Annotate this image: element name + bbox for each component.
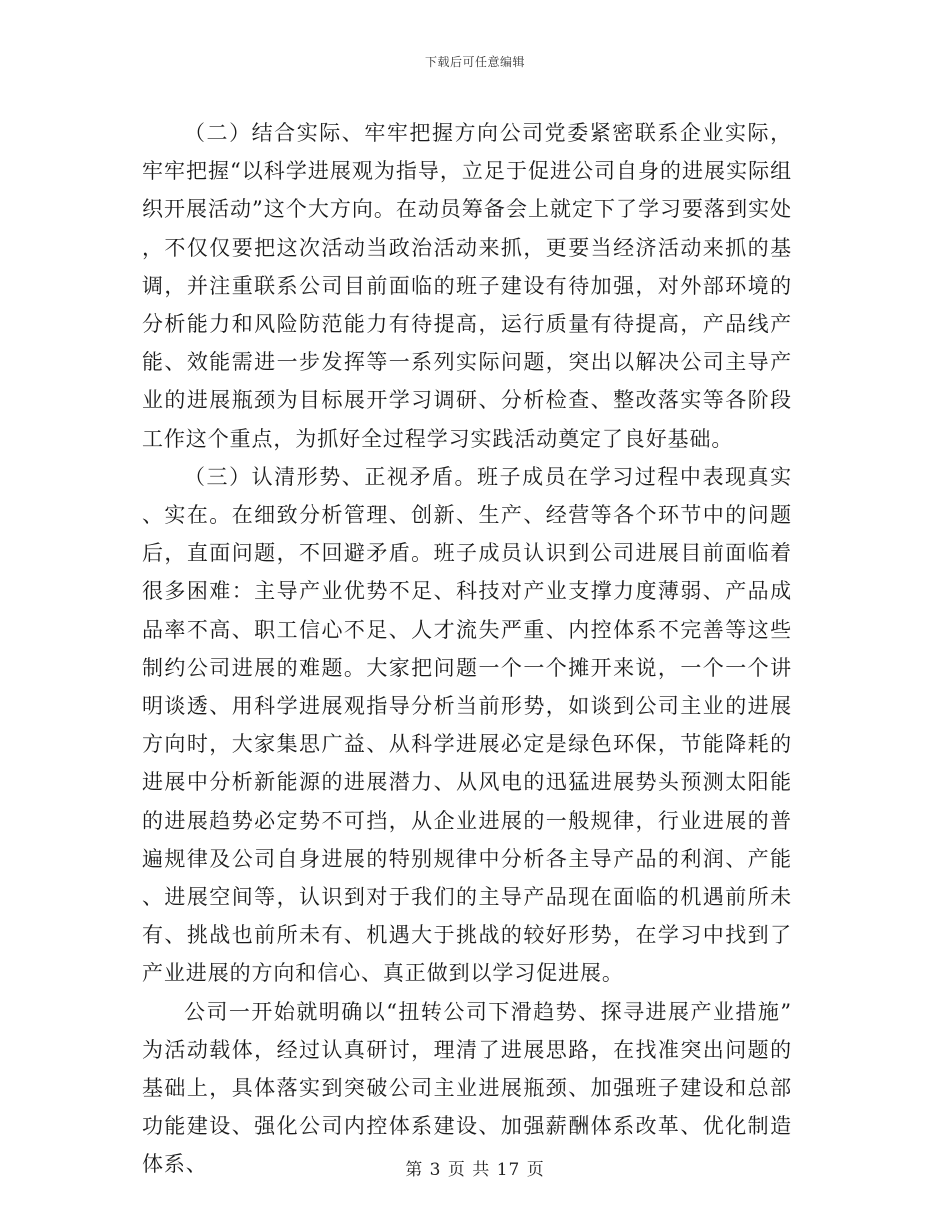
paragraph-2: （二）结合实际、牢牢把握方向公司党委紧密联系企业实际，牢牢把握“以科学进展观为指导，立足于促进公司自身的进展实际组织开展活动”这个大方向。在动员筹备会上就定下了学习要落到实处，不仅仅要把这次活动当政治活动来抓，更要当经济活动来抓的基调，并注重联系公司目前面临的班子建设有待加强，对外部环境的分析能力和风险防范能力有待提高，运行质量有待提高，产品线产能、效能需进一步发挥等一系列实际问题，突出以解决公司主导产业的进展瓶颈为目标展开学习调研、分析检查、整改落实等各阶段工作这个重点，为抓好全过程学习实践活动奠定了良好基础。 bbox=[142, 121, 792, 451]
document-body bbox=[142, 114, 792, 1184]
paragraph-4: 公司一开始就明确以“扭转公司下滑趋势、探寻进展产业措施”为活动载体，经过认真研讨，理清了进展思路，在找准突出问题的基础上，具体落实到突破公司主业进展瓶颈、加强班子建设和总部功能建设、强化公司内控体系建设、加强薪酬体系改革、优化制造体系、 bbox=[142, 999, 792, 1177]
page-footer: 第 3 页 共 17 页 bbox=[405, 1160, 545, 1180]
page-header: 下载后可任意编辑 bbox=[424, 55, 525, 69]
paragraph-3: （三）认清形势、正视矛盾。班子成员在学习过程中表现真实、实在。在细致分析管理、创新、生产、经营等各个环节中的问题后，直面问题，不回避矛盾。班子成员认识到公司进展目前面临着很多困难：主导产业优势不足、科技对产业支撑力度薄弱、产品成品率不高、职工信心不足、人才流失严重、内控体系不完善等这些制约公司进展的难题。大家把问题一个一个摊开来说，一个一个讲明谈透、用科学进展观指导分析当前形势，如谈到公司主业的进展方向时，大家集思广益、从科学进展必定是绿色环保，节能降耗的进展中分析新能源的进展潜力、从风电的迅猛进展势头预测太阳能的进展趋势必定势不可挡，从企业进展的一般规律，行业进展的普遍规律及公司自身进展的特别规律中分析各主导产品的利润、产能、进展空间等，认识到对于我们的主导产品现在面临的机遇前所未有、挑战也前所未有、机遇大于挑战的较好形势，在学习中找到了产业进展的方向和信心、真正做到以学习促进展。 bbox=[142, 464, 792, 986]
